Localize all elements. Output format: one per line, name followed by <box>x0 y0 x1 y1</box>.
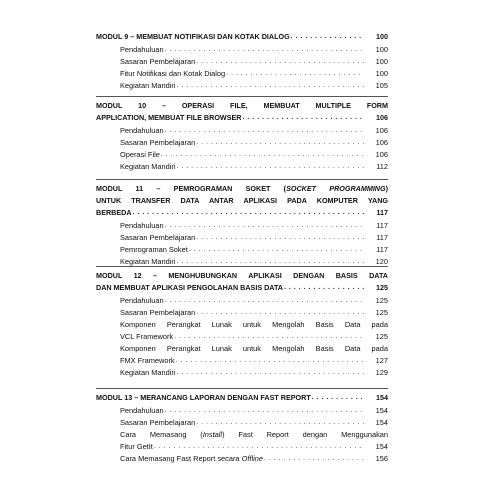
dot-leader: . . . . . . . . . . . . . . . . . . . . . . . . . . . . . . . . . . . . . . . <box>175 357 364 365</box>
module-separator <box>96 388 388 389</box>
module-title-row <box>96 31 290 43</box>
dot-leader: . . . . . . . . . . . . . . . . . . . . . . . . . . . . . . . . . . . <box>196 138 365 146</box>
module-title: DAN MEMBUAT APLIKASI PENGOLAHAN BASIS DATA <box>96 283 284 293</box>
module-title-row <box>96 195 388 207</box>
toc-item-row <box>120 80 175 92</box>
toc-item: Pendahuluan <box>120 44 164 54</box>
toc-item-row <box>120 453 263 465</box>
item-page-number: 106 <box>375 125 388 135</box>
toc-item-row <box>120 137 195 149</box>
toc-item: Pendahuluan <box>120 405 164 415</box>
module-separator <box>96 179 388 180</box>
item-page-number: 125 <box>375 307 388 317</box>
toc-item: Sasaran Pembelajaran <box>120 137 196 147</box>
module-title: APPLICATION, MEMBUAT FILE BROWSER <box>96 113 242 123</box>
module-title-row <box>96 100 388 112</box>
dot-leader: . . . . . . . . . . . . . . . <box>290 33 362 40</box>
toc-item: Sasaran Pembelajaran <box>120 232 196 242</box>
item-page-number: 100 <box>375 68 388 78</box>
dot-leader: . . . . . . . . . . . . . . . . . . . . . . . . . . . . . . . . . . . <box>196 308 365 316</box>
item-page-number: 125 <box>375 295 388 305</box>
module-separator <box>96 96 388 97</box>
toc-item: Pendahuluan <box>120 295 164 305</box>
module-title: MODUL 13 – MERANCANG LAPORAN DENGAN FAST REPORT <box>96 393 311 402</box>
toc-item: Operasi File <box>120 149 160 159</box>
dot-leader: . . . . . . . . . . . . . . . . . . . . . . . . . . . . . . . . . . . . . . . . . <box>164 296 363 304</box>
module-page-number: 117 <box>376 208 388 218</box>
toc-item-row <box>120 355 175 367</box>
toc-item: FMX Framework <box>120 356 175 366</box>
toc-item-row <box>120 319 388 331</box>
item-page-number: 100 <box>375 56 388 66</box>
toc-item-row <box>120 220 164 232</box>
toc-item-row <box>120 56 195 68</box>
toc-item-row <box>120 429 388 441</box>
dot-leader: . . . . . . . . . . . . . . . . . . . . . . . . . . . . . . . . . . . <box>196 418 365 426</box>
dot-leader: . . . . . . . . . . . . . . . . . . . . . . . . . . . . . . . . . . . . . . . . . <box>164 45 363 53</box>
toc-item-row <box>120 68 225 80</box>
toc-item: Komponen Perangkat Lunak untuk Mengolah Basis Data pada <box>120 319 388 329</box>
dot-leader: . . . . . . . . . . . . . . . . . . . . . . . . . . . . . . . . . . . . . . . . . <box>164 126 363 134</box>
toc-item-row <box>120 149 160 161</box>
dot-leader: . . . . . . . . . . . . . . . . . . . . . . . . . . . . . . . . . . . . . . . . . <box>164 221 363 229</box>
dot-leader: . . . . . . . . . . . . . . . . . . . . . . . . . <box>242 114 363 122</box>
dot-leader: . . . . . . . . . . . . . . . . . . . . . . . . . . . . . . . . . . . . . . . . . . . . . . . . <box>132 209 365 217</box>
toc-item-row <box>120 44 164 56</box>
item-page-number: 106 <box>375 137 388 147</box>
module-title-row <box>96 392 311 404</box>
toc-item: Kegiatan Mandiri <box>120 257 176 266</box>
dot-leader: . . . . . . . . . . . . . . . . . . . . . . . . . . . . <box>226 69 361 77</box>
module-title: MODUL 11 – PEMROGRAMAN SOKET (SOCKET PROGRAMMING) <box>96 184 388 193</box>
module-page-number: 106 <box>376 113 388 123</box>
dot-leader: . . . . . . . . . . . . . . . . . . . . . . . . . . . . . . . . . . . . <box>188 245 363 253</box>
module-page-number: 125 <box>376 283 388 293</box>
toc-item: Fitur Notifikasi dan Kotak Dialog <box>120 68 226 78</box>
toc-item: Sasaran Pembelajaran <box>120 56 196 66</box>
toc-item: Pendahuluan <box>120 125 164 135</box>
toc-item: Fitur GetIt <box>120 441 153 451</box>
item-page-number: 154 <box>375 417 388 427</box>
toc-item: Kegiatan Mandiri <box>120 368 176 378</box>
module-title: BERBEDA <box>96 208 132 218</box>
toc-item: Kegiatan Mandiri <box>120 161 176 171</box>
item-page-number: 127 <box>375 356 388 366</box>
item-page-number: 117 <box>376 220 388 230</box>
toc-item: VCL Framework <box>120 331 174 341</box>
toc-item: Pemrograman Soket <box>120 244 188 254</box>
module-title: MODUL 9 – MEMBUAT NOTIFIKASI DAN KOTAK DIALOG <box>96 32 290 41</box>
toc-item-row <box>120 307 195 319</box>
item-page-number: 125 <box>375 331 388 341</box>
toc-item-row <box>120 232 195 244</box>
module-page-number: 100 <box>376 32 388 41</box>
dot-leader: . . . . . . . . . . . . . . . . . . . . . . . . . . . . . . . . . . . . . . . <box>176 258 365 265</box>
item-page-number: 105 <box>375 80 388 90</box>
toc-item-row <box>120 331 173 343</box>
module-title-row <box>96 207 132 219</box>
item-page-number: 117 <box>376 232 388 242</box>
toc-item: Sasaran Pembelajaran <box>120 417 196 427</box>
item-page-number: 120 <box>375 257 388 266</box>
module-separator <box>96 266 388 267</box>
module-title-row <box>96 270 388 282</box>
item-page-number: 156 <box>375 453 388 463</box>
toc-item: Pendahuluan <box>120 220 164 230</box>
item-page-number: 129 <box>375 368 388 378</box>
item-page-number: 106 <box>375 149 388 159</box>
dot-leader: . . . . . . . . . . . . . . . . . . . . . . . . . . . . . . . . . . . <box>196 57 365 65</box>
toc-item-row <box>120 161 175 173</box>
toc-item-row <box>120 244 188 256</box>
toc-item-row <box>120 295 164 307</box>
dot-leader: . . . . . . . . . . . <box>311 394 364 401</box>
module-title: UNTUK TRANSFER DATA ANTAR APLIKASI PADA KOMPUTER YANG <box>96 196 388 206</box>
toc-item: Kegiatan Mandiri <box>120 80 176 90</box>
toc-item-row <box>120 405 164 417</box>
toc-item: Sasaran Pembelajaran <box>120 307 196 317</box>
item-page-number: 154 <box>375 441 388 451</box>
module-title: MODUL 10 – OPERASI FILE, MEMBUAT MULTIPLE FORM <box>96 101 388 110</box>
item-page-number: 112 <box>376 161 388 171</box>
dot-leader: . . . . . . . . . . . . . . . . . . . . . . . . . . . . . . . . . . . . . . . <box>176 369 365 377</box>
module-title-row <box>96 112 241 124</box>
dot-leader: . . . . . . . . . . . . . . . . . . . . . <box>263 454 365 462</box>
module-title-row <box>96 282 283 294</box>
dot-leader: . . . . . . . . . . . . . . . . . . . . . . . . . . . . . . . . . . . . . . . <box>176 81 365 89</box>
toc-item: Komponen Perangkat Lunak untuk Mengolah Basis Data pada <box>120 344 388 353</box>
item-page-number: 100 <box>375 44 388 54</box>
toc-item-row <box>120 125 164 137</box>
item-page-number: 117 <box>376 244 388 254</box>
toc-item: Cara Memasang Fast Report secara Offline <box>120 453 263 463</box>
toc-item-row <box>120 343 388 355</box>
dot-leader: . . . . . . . . . . . . . . . . . . . . . . . . . . . . . . . . . . . . . . . . . <box>164 406 363 414</box>
dot-leader: . . . . . . . . . . . . . . . . . . . . . . . . . . . . . . . . . . . . . . . <box>176 162 365 170</box>
dot-leader: . . . . . . . . . . . . . . . . . . . . . . . . . . . . . . . . . . . . . . . <box>174 332 363 340</box>
dot-leader: . . . . . . . . . . . . . . . . . . . . . . . . . . . . . . . . . . . . . . . . . . <box>160 150 364 158</box>
module-page-number: 154 <box>376 393 388 402</box>
toc-item-row <box>120 417 195 429</box>
toc-item-row <box>120 441 153 453</box>
toc-item-row <box>120 367 175 379</box>
dot-leader: . . . . . . . . . . . . . . . . . <box>284 284 365 292</box>
toc-item: Cara Memasang (Install) Fast Report dengan Menggunakan <box>120 429 388 439</box>
dot-leader: . . . . . . . . . . . . . . . . . . . . . . . . . . . . . . . . . . . . . . . . . . . <box>153 442 362 450</box>
module-title: MODUL 12 – MENGHUBUNGKAN APLIKASI DENGAN BASIS DATA <box>96 271 388 280</box>
dot-leader: . . . . . . . . . . . . . . . . . . . . . . . . . . . . . . . . . . . <box>196 233 365 241</box>
module-title-row <box>96 183 388 195</box>
item-page-number: 154 <box>375 405 388 415</box>
